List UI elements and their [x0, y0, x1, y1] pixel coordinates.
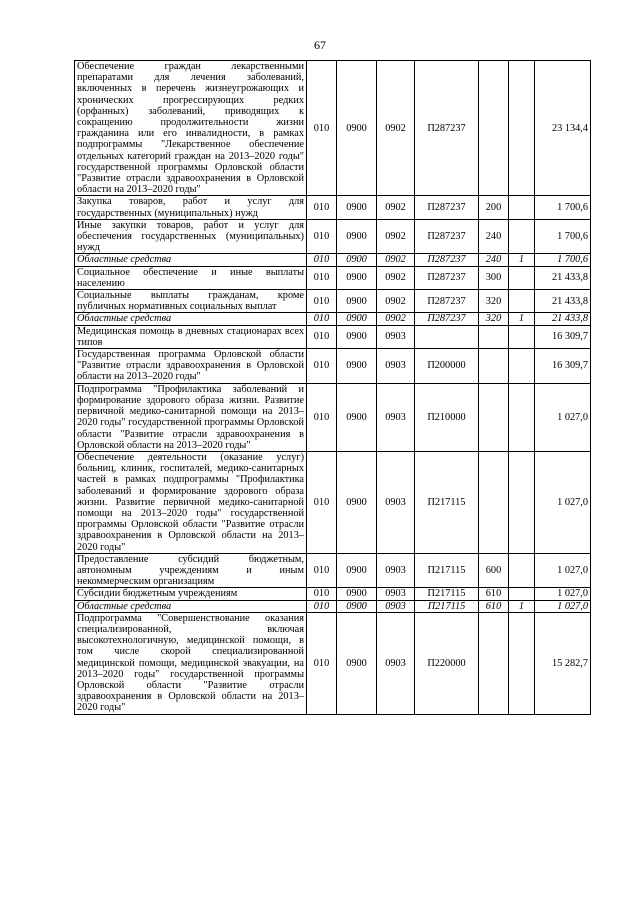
amount-cell: 1 700,6 — [535, 219, 591, 254]
section-code-cell: 0900 — [337, 612, 377, 714]
expense-type-cell: 610 — [479, 600, 509, 612]
section-code-cell: 0900 — [337, 600, 377, 612]
row-name-cell: Предоставление субсидий бюджетным, автономным учреждениям и иным некоммерческим организациям — [75, 553, 307, 588]
ved-code-cell: 010 — [307, 553, 337, 588]
subsection-code-cell: 0902 — [377, 290, 415, 313]
page-number: 67 — [314, 38, 326, 52]
ved-code-cell: 010 — [307, 313, 337, 325]
table-row — [75, 290, 591, 313]
ved-code-cell: 010 — [307, 600, 337, 612]
amount-cell: 1 027,0 — [535, 451, 591, 553]
funding-source-cell — [509, 588, 535, 600]
table-row — [75, 219, 591, 254]
ved-code-cell: 010 — [307, 254, 337, 266]
row-name-cell: Социальное обеспечение и иные выплаты населению — [75, 266, 307, 289]
row-name-cell: Областные средства — [75, 313, 307, 325]
amount-cell: 1 027,0 — [535, 588, 591, 600]
subsection-code-cell: 0902 — [377, 266, 415, 289]
amount-cell: 23 134,4 — [535, 61, 591, 196]
subsection-code-cell: 0903 — [377, 588, 415, 600]
subsection-code-cell: 0902 — [377, 313, 415, 325]
target-article-cell: П287237 — [415, 290, 479, 313]
subsection-code-cell: 0903 — [377, 349, 415, 384]
amount-cell: 21 433,8 — [535, 290, 591, 313]
target-article-cell — [415, 325, 479, 348]
section-code-cell: 0900 — [337, 219, 377, 254]
ved-code-cell: 010 — [307, 196, 337, 219]
funding-source-cell — [509, 219, 535, 254]
section-code-cell: 0900 — [337, 349, 377, 384]
table-row — [75, 349, 591, 384]
row-name-cell: Обеспечение деятельности (оказание услуг) больниц, клиник, госпиталей, медико-санитарных частей в рамках подпрограммы "Профилактика заболеваний и формирование здорового образа жизни. Развитие первичной медико-санитарной помощи на 2013–2020 годы" государственной программы Орловской области "Развитие отрасли здравоохранения в Орловской области на 2013–2020 годы" — [75, 451, 307, 553]
expense-type-cell — [479, 612, 509, 714]
target-article-cell: П287237 — [415, 266, 479, 289]
funding-source-cell — [509, 196, 535, 219]
funding-source-cell — [509, 266, 535, 289]
table-row — [75, 266, 591, 289]
funding-source-cell: 1 — [509, 254, 535, 266]
section-code-cell: 0900 — [337, 254, 377, 266]
ved-code-cell: 010 — [307, 612, 337, 714]
section-code-cell: 0900 — [337, 61, 377, 196]
funding-source-cell — [509, 325, 535, 348]
expense-type-cell — [479, 325, 509, 348]
ved-code-cell: 010 — [307, 451, 337, 553]
target-article-cell: П210000 — [415, 383, 479, 451]
subsection-code-cell: 0903 — [377, 383, 415, 451]
table-row — [75, 313, 591, 325]
row-name-cell: Субсидии бюджетным учреждениям — [75, 588, 307, 600]
table-row — [75, 325, 591, 348]
expense-type-cell — [479, 61, 509, 196]
funding-source-cell — [509, 349, 535, 384]
row-name-cell: Подпрограмма "Профилактика заболеваний и формирование здорового образа жизни. Развитие первичной медико-санитарной помощи на 2013–2020 годы" государственной программы Орловской области "Развитие отрасли здравоохранения в Орловской области на 2013–2020 годы" — [75, 383, 307, 451]
row-name-cell: Подпрограмма "Совершенствование оказания специализированной, включая высокотехнологичную, медицинской помощи, в том числе скорой специализированной медицинской помощи, медицинской эвакуации, на 2013–2020 годы" государственной программы Орловской области "Развитие отрасли здравоохранения в Орловской области на 2013–2020 годы" — [75, 612, 307, 714]
target-article-cell: П217115 — [415, 588, 479, 600]
target-article-cell: П200000 — [415, 349, 479, 384]
row-name-cell: Областные средства — [75, 254, 307, 266]
target-article-cell: П287237 — [415, 254, 479, 266]
target-article-cell: П287237 — [415, 219, 479, 254]
table-row — [75, 383, 591, 451]
expense-type-cell: 300 — [479, 266, 509, 289]
expense-type-cell: 240 — [479, 254, 509, 266]
funding-source-cell — [509, 553, 535, 588]
subsection-code-cell: 0903 — [377, 600, 415, 612]
table-row — [75, 588, 591, 600]
funding-source-cell — [509, 290, 535, 313]
table-row — [75, 600, 591, 612]
ved-code-cell: 010 — [307, 219, 337, 254]
section-code-cell: 0900 — [337, 451, 377, 553]
amount-cell: 1 027,0 — [535, 383, 591, 451]
section-code-cell: 0900 — [337, 383, 377, 451]
amount-cell: 1 027,0 — [535, 600, 591, 612]
section-code-cell: 0900 — [337, 588, 377, 600]
expense-type-cell — [479, 383, 509, 451]
row-name-cell: Медицинская помощь в дневных стационарах всех типов — [75, 325, 307, 348]
funding-source-cell — [509, 612, 535, 714]
table-row — [75, 196, 591, 219]
expense-type-cell: 600 — [479, 553, 509, 588]
subsection-code-cell: 0902 — [377, 219, 415, 254]
subsection-code-cell: 0902 — [377, 196, 415, 219]
target-article-cell: П287237 — [415, 196, 479, 219]
expense-type-cell — [479, 451, 509, 553]
subsection-code-cell: 0903 — [377, 553, 415, 588]
ved-code-cell: 010 — [307, 349, 337, 384]
section-code-cell: 0900 — [337, 313, 377, 325]
target-article-cell: П217115 — [415, 451, 479, 553]
row-name-cell: Обеспечение граждан лекарственными препаратами для лечения заболеваний, включенных в перечень жизнеугрожающих и хронических прогрессирующих редких (орфанных) заболеваний, приводящих к сокращению продолжительности жизни гражданина или его инвалидности, в рамках подпрограммы "Лекарственное обеспечение отдельных категорий граждан на 2013–2020 годы" государственной программы Орловской области "Развитие отрасли здравоохранения в Орловской области на 2013–2020 годы" — [75, 61, 307, 196]
expense-type-cell: 200 — [479, 196, 509, 219]
section-code-cell: 0900 — [337, 553, 377, 588]
subsection-code-cell: 0903 — [377, 612, 415, 714]
row-name-cell: Государственная программа Орловской области "Развитие отрасли здравоохранения в Орловской области на 2013–2020 годы" — [75, 349, 307, 384]
expense-type-cell: 320 — [479, 313, 509, 325]
ved-code-cell: 010 — [307, 325, 337, 348]
target-article-cell: П287237 — [415, 313, 479, 325]
amount-cell: 1 027,0 — [535, 553, 591, 588]
amount-cell: 21 433,8 — [535, 313, 591, 325]
expense-type-cell: 610 — [479, 588, 509, 600]
row-name-cell: Иные закупки товаров, работ и услуг для обеспечения государственных (муниципальных) нужд — [75, 219, 307, 254]
ved-code-cell: 010 — [307, 383, 337, 451]
funding-source-cell: 1 — [509, 313, 535, 325]
row-name-cell: Социальные выплаты гражданам, кроме публичных нормативных социальных выплат — [75, 290, 307, 313]
amount-cell: 15 282,7 — [535, 612, 591, 714]
subsection-code-cell: 0903 — [377, 451, 415, 553]
target-article-cell: П220000 — [415, 612, 479, 714]
target-article-cell: П217115 — [415, 553, 479, 588]
section-code-cell: 0900 — [337, 325, 377, 348]
amount-cell: 1 700,6 — [535, 254, 591, 266]
expense-type-cell: 320 — [479, 290, 509, 313]
target-article-cell: П287237 — [415, 61, 479, 196]
section-code-cell: 0900 — [337, 290, 377, 313]
funding-source-cell — [509, 61, 535, 196]
ved-code-cell: 010 — [307, 588, 337, 600]
section-code-cell: 0900 — [337, 196, 377, 219]
table-row — [75, 553, 591, 588]
expense-type-cell: 240 — [479, 219, 509, 254]
table-row — [75, 254, 591, 266]
amount-cell: 16 309,7 — [535, 325, 591, 348]
amount-cell: 16 309,7 — [535, 349, 591, 384]
section-code-cell: 0900 — [337, 266, 377, 289]
target-article-cell: П217115 — [415, 600, 479, 612]
funding-source-cell — [509, 451, 535, 553]
funding-source-cell — [509, 383, 535, 451]
table-row — [75, 451, 591, 553]
table-row — [75, 612, 591, 714]
ved-code-cell: 010 — [307, 290, 337, 313]
amount-cell: 1 700,6 — [535, 196, 591, 219]
row-name-cell: Областные средства — [75, 600, 307, 612]
table-row — [75, 61, 591, 196]
ved-code-cell: 010 — [307, 266, 337, 289]
subsection-code-cell: 0902 — [377, 61, 415, 196]
subsection-code-cell: 0902 — [377, 254, 415, 266]
subsection-code-cell: 0903 — [377, 325, 415, 348]
expense-type-cell — [479, 349, 509, 384]
row-name-cell: Закупка товаров, работ и услуг для государственных (муниципальных) нужд — [75, 196, 307, 219]
budget-table — [74, 60, 591, 715]
ved-code-cell: 010 — [307, 61, 337, 196]
funding-source-cell: 1 — [509, 600, 535, 612]
amount-cell: 21 433,8 — [535, 266, 591, 289]
